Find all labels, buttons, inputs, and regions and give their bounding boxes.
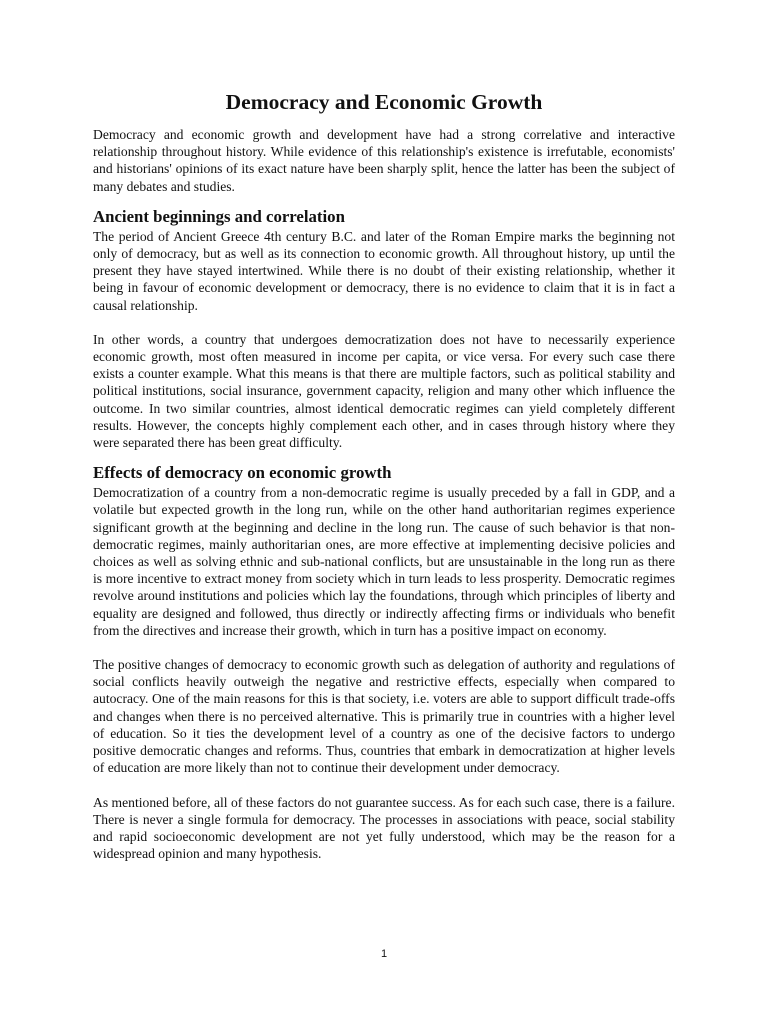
paragraph: Democratization of a country from a non-democratic regime is usually preceded by a fall in GDP, and a volatile but expected growth in the long run, while on the other hand authoritarian regimes experience significant growth at the beginning and decline in the long run. The cause of such behavior is that non-democratic regimes, mainly authoritarian ones, are more effective at implementing decisive policies and choices as well as solving ethnic and sub-national conflicts, but are unsustainable in the long run as there is more incentive to extract money from society which in turn leads to less prosperity. Democratic regimes revolve around institutions and policies which lay the foundations, through which principles of liberty and equality are designed and followed, thus directly or indirectly affecting firms or individuals who benefit from the directives and increase their growth, which in turn has a positive impact on economy.: [93, 485, 675, 638]
document-title: Democracy and Economic Growth: [225, 90, 543, 114]
intro-paragraph: Democracy and economic growth and development have had a strong correlative and interactive relationship throughout history. While evidence of this relationship's existence is irrefutable, economists' and historians' opinions of its exact nature have been sharply split, hence the latter has been the subject of many debates and studies.: [93, 127, 675, 194]
page-number: 1: [380, 948, 388, 960]
paragraph: In other words, a country that undergoes democratization does not have to necessarily experience economic growth, most often measured in income per capita, or vice versa. For every such case there exists a counter example. What this means is that there are multiple factors, such as political stability and political institutions, social insurance, government capacity, religion and many other which influence the outcome. In two similar countries, almost identical democratic regimes can yield completely different results. However, the concepts highly complement each other, and in cases through history where they were separated there has been great difficulty.: [93, 331, 675, 451]
paragraph: As mentioned before, all of these factors do not guarantee success. As for each such case, there is a failure. There is never a single formula for democracy. The processes in associations with peace, social stability and rapid socioeconomic development are not yet fully understood, which may be the reason for a widespread opinion and many hypothesis.: [93, 794, 675, 862]
section-ancient-beginnings: [93, 207, 675, 451]
section-heading: Ancient beginnings and correlation: [93, 206, 345, 226]
section-heading: Effects of democracy on economic growth: [93, 463, 392, 483]
document-page: [93, 88, 675, 862]
paragraph: The positive changes of democracy to economic growth such as delegation of authority and regulations of social conflicts heavily outweigh the negative and restrictive effects, especially when compared to autocracy. One of the main reasons for this is that society, i.e. voters are able to support difficult trade-offs and changes when there is no perceived alternative. This is primarily true in countries with a higher level of education. So it ties the development level of a country as one of the decisive factors to undergo positive democratic changes and reforms. Thus, countries that embark in democratization at higher levels of education are more likely than not to continue their development under democracy.: [93, 657, 675, 776]
paragraph: The period of Ancient Greece 4th century B.C. and later of the Roman Empire marks the beginning not only of democracy, but as well as its connection to economic growth. All throughout history, up until the present they have stayed intertwined. While there is no doubt of their existing relationship, whether it being in favour of economic development or democracy, there is no evidence to claim that it is in fact a causal relationship.: [93, 228, 675, 313]
section-effects-of-democracy: [93, 463, 675, 862]
